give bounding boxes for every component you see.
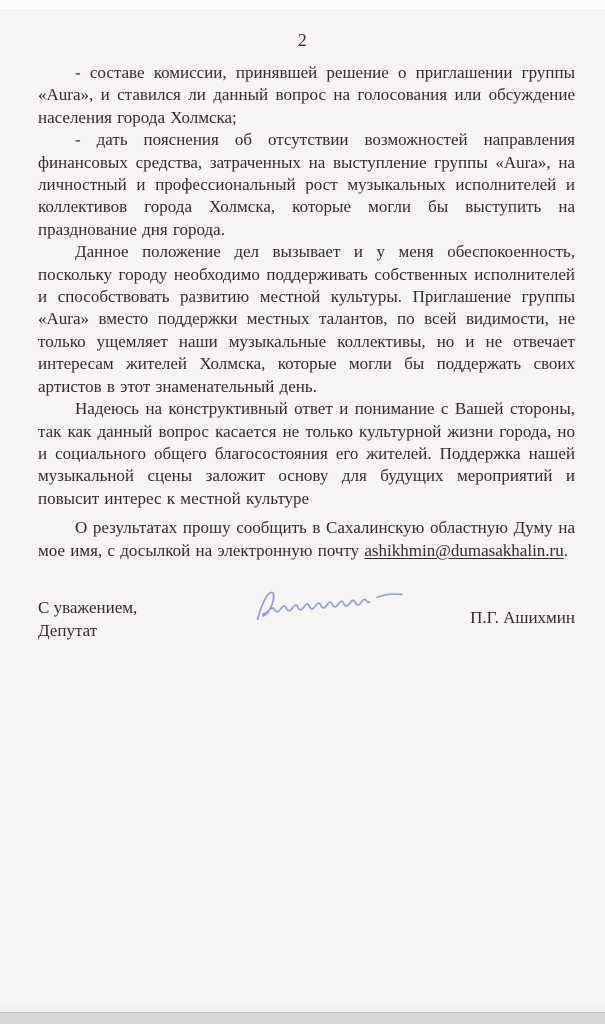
signature-salutation-block bbox=[38, 596, 137, 642]
email-link[interactable]: ashikhmin@dumasakhalin.ru bbox=[364, 540, 564, 560]
letter-body bbox=[38, 62, 575, 676]
signature-position: Депутат bbox=[38, 620, 98, 640]
signature-name: П.Г. Ашихмин bbox=[470, 607, 575, 627]
scan-top-edge bbox=[0, 0, 605, 11]
paragraph-commission-question: - составе комиссии, принявшей решение о приглашении группы «Aura», и ставился ли данный вопрос на голосования или обсуждение населения города Холмска; bbox=[38, 63, 575, 127]
page-number: 2 bbox=[297, 30, 308, 50]
paragraph-funds-explanation: - дать пояснения об отсутствии возможностей направления финансовых средства, затраченных на выступление группы «Aura», на личностный и профессиональный рост музыкальных исполнителей и коллективов города Холмска, которые могли бы выступить на празднование дня города. bbox=[38, 130, 575, 239]
report-request-text: О результатах прошу сообщить в Сахалинскую областную Думу на мое имя, с досылкой на электронную почту bbox=[38, 518, 575, 560]
paragraph-concern: Данное положение дел вызывает и у меня обеспокоенность, поскольку городу необходимо поддерживать собственных исполнителей и способствовать развитию местной культуры. Приглашение группы «Aura» вместо поддержки местных талантов, по всей видимости, не только ущемляет наши музыкальные коллективы, но и не отвечает интересам жителей Холмска, которые могли бы поддержать своих артистов в этот знаменательный день. bbox=[38, 242, 575, 396]
signature-salutation: С уважением, bbox=[38, 597, 138, 617]
report-request-period: . bbox=[563, 540, 568, 560]
paragraph-hope: Надеюсь на конструктивный ответ и понимание с Вашей стороны, так как данный вопрос касается не только культурной жизни города, но и социального общего благосостояния его жителей. Поддержка нашей музыкальной сцены заложит основу для будущих мероприятий и повысит интерес к местной культуре bbox=[38, 399, 575, 508]
scan-bottom-edge bbox=[0, 1012, 605, 1024]
signature-block bbox=[38, 596, 575, 676]
handwritten-signature bbox=[250, 580, 422, 630]
paragraph-report-request bbox=[38, 517, 575, 562]
